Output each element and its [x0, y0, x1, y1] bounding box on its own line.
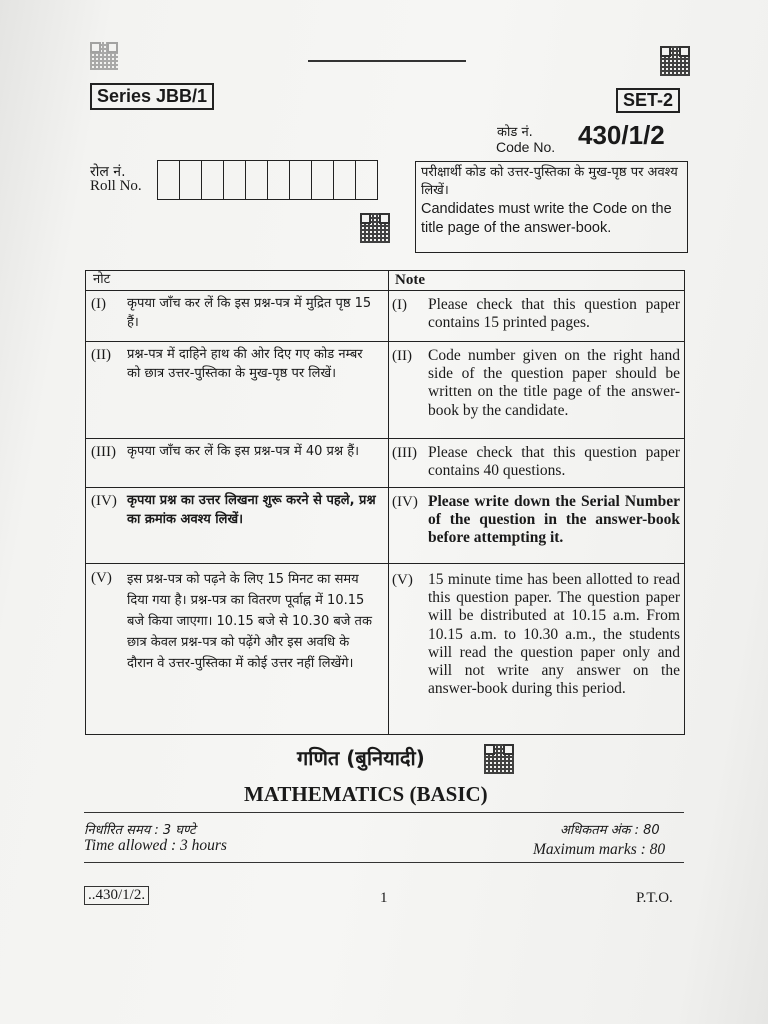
timing-rule	[84, 862, 684, 863]
qr-code-icon	[360, 213, 390, 243]
subject-title-hi: गणित (बुनियादी)	[297, 746, 425, 770]
subject-title-en: MATHEMATICS (BASIC)	[244, 782, 488, 806]
candidate-note-hi: परीक्षार्थी कोड को उत्तर-पुस्तिका के मुख-पृष्ठ पर अवश्य लिखें।	[421, 165, 678, 198]
code-label-hi: कोड नं.	[497, 125, 533, 140]
max-marks-en: Maximum marks : 80	[533, 841, 666, 858]
footer-code: ..430/1/2.	[84, 886, 149, 905]
time-allowed-en: Time allowed : 3 hours	[84, 837, 227, 854]
qr-code-icon	[660, 46, 690, 76]
notes-header-en: Note	[395, 272, 425, 288]
qr-code-icon	[484, 744, 514, 774]
roll-label-hi: रोल नं.	[90, 164, 126, 180]
pto-label: P.T.O.	[636, 890, 673, 906]
notes-header-hi: नोट	[93, 272, 111, 287]
max-marks-hi: अधिकतम अंक : 80	[560, 823, 660, 838]
series-label: Series JBB/1	[90, 83, 214, 110]
candidate-code-note	[415, 161, 688, 253]
notes-table: नोट Note (I) कृपया जाँच कर लें कि इस प्रश्न-पत्र में मुद्रित पृष्ठ 15 हैं। (I) Please check that this question paper contains 15 printed pages. (II) प्रश्न-पत्र में दाहिने हाथ की ओर दिए गए कोड नम्बर को छात्र उत्तर-पुस्तिका के मुख-पृष्ठ पर लिखें। (II) Code number given on the right hand side of the question paper should be written on the title page of the answer-book by the candidate. (III) कृपया जाँच कर लें कि इस प्रश्न-पत्र में 40 प्रश्न हैं। (III) Please check that this question paper contains 40 questions. (IV) कृपया प्रश्न का उत्तर लिखना शुरू करने से पहले, प्रश्न का क्रमांक अवश्य लिखें। (IV) Please write down the Serial Number of the question in the answer-book before attempting it. (V) इस प्रश्न-पत्र को पढ़ने के लिए 15 मिनट का समय दिया गया है। प्रश्न-पत्र का वितरण पूर्वाह्न में 10.15 बजे किया जाएगा। 10.15 बजे से 10.30 बजे तक छात्र केवल प्रश्न-पत्र को पढ़ेंगे और इस अवधि के दौरान वे उत्तर-पुस्तिका में कोई उत्तर नहीं लिखेंगे। (V) 15 minute time has been allotted to read this question paper. The question paper will be distributed at 10.15 a.m. From 10.15 a.m. to 10.30 a.m., the students will read the question paper only and will not write any answer on the answer-book during this period.	[85, 270, 685, 735]
subject-rule	[84, 812, 684, 813]
candidate-note-en: Candidates must write the Code on the title page of the answer-book.	[421, 201, 672, 236]
roll-label-en: Roll No.	[90, 178, 142, 194]
roll-number-boxes[interactable]	[157, 160, 378, 200]
top-rule	[308, 60, 466, 62]
qr-code-icon	[90, 42, 118, 70]
set-label: SET-2	[616, 88, 680, 113]
code-value: 430/1/2	[578, 120, 665, 150]
time-allowed-hi: निर्धारित समय : 3 घण्टे	[84, 823, 196, 838]
code-label-en: Code No.	[496, 139, 556, 155]
page-number: 1	[380, 890, 388, 906]
